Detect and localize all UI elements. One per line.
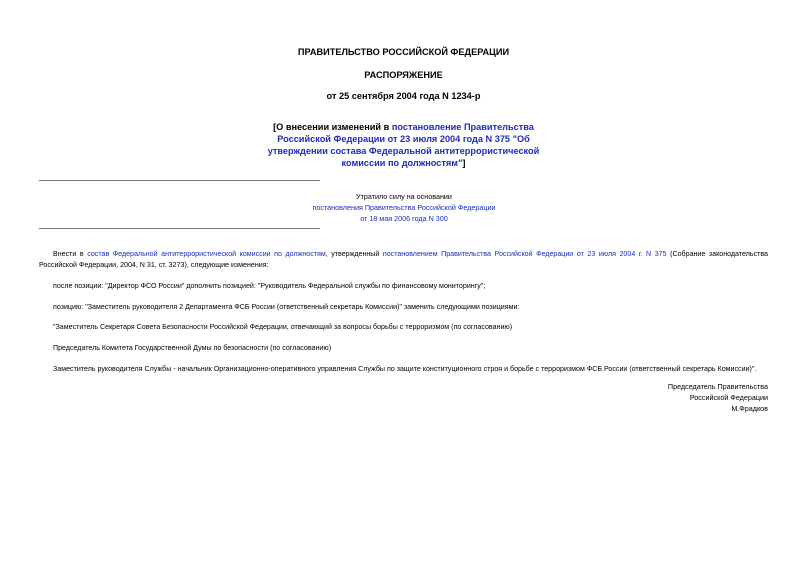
change-paragraph-1: после позиции: "Директор ФСО России" дополнить позицией: "Руководитель Федеральной службы по финансовому мониторингу"; (53, 282, 486, 290)
lost-force-note (290, 191, 518, 224)
change-paragraph-2: позицию: "Заместитель руководителя 2 Департамента ФСБ России (ответственный секретарь Комиссии)" заменить следующими позициями: (53, 303, 520, 311)
divider-bottom (39, 228, 320, 229)
lost-force-date-link[interactable]: от 18 мая 2006 года N 300 (360, 214, 448, 223)
main-text-3: (Собрание законодательства Российской Федерации, 2004, N 31, ст. 3273), следующие изменения: (39, 250, 768, 269)
signature-block (668, 381, 768, 414)
main-paragraph (39, 249, 768, 271)
signature-country: Российской Федерации (689, 393, 768, 402)
document-title (263, 121, 544, 169)
commission-composition-link[interactable]: состав Федеральной антитеррористической комиссии по должностям (87, 250, 326, 258)
title-decree-link[interactable]: постановление Правительства Российской Федерации от 23 июля 2004 года N 375 "Об утверждении состава Федеральной антитеррористической комиссии по должностям" (267, 122, 540, 168)
change-paragraph-5: Заместитель руководителя Службы - начальник Организационно-оперативного управления Службы по защите конституционного строя и борьбе с терроризмом ФСБ России (ответственный секретарь Комиссии)". (53, 365, 757, 373)
change-paragraph-3: "Заместитель Секретаря Совета Безопасности Российской Федерации, отвечающий за вопросы борьбы с терроризмом (по согласованию) (53, 323, 513, 331)
lost-force-text: Утратило силу на основании (356, 192, 452, 201)
signature-name: М.Фрадков (731, 404, 768, 413)
title-suffix: ] (462, 158, 466, 168)
main-text-2: , утвержденный (325, 250, 383, 258)
lost-force-decree-link[interactable]: постановления Правительства Российской Федерации (312, 203, 496, 212)
change-paragraph-4: Председатель Комитета Государственной Думы по безопасности (по согласованию) (53, 344, 332, 352)
title-prefix: [О внесении изменений в (273, 122, 392, 132)
signature-position: Председатель Правительства (667, 382, 768, 391)
divider-top (39, 180, 320, 181)
document-type-heading: РАСПОРЯЖЕНИЕ (364, 70, 443, 80)
issuer-heading: ПРАВИТЕЛЬСТВО РОССИЙСКОЙ ФЕДЕРАЦИИ (297, 47, 510, 57)
resolution-375-link[interactable]: постановлением Правительства Российской Федерации от 23 июля 2004 г. N 375 (382, 250, 667, 258)
document-date-number: от 25 сентября 2004 года N 1234-р (326, 91, 481, 101)
main-text-1: Внести в (53, 250, 88, 258)
